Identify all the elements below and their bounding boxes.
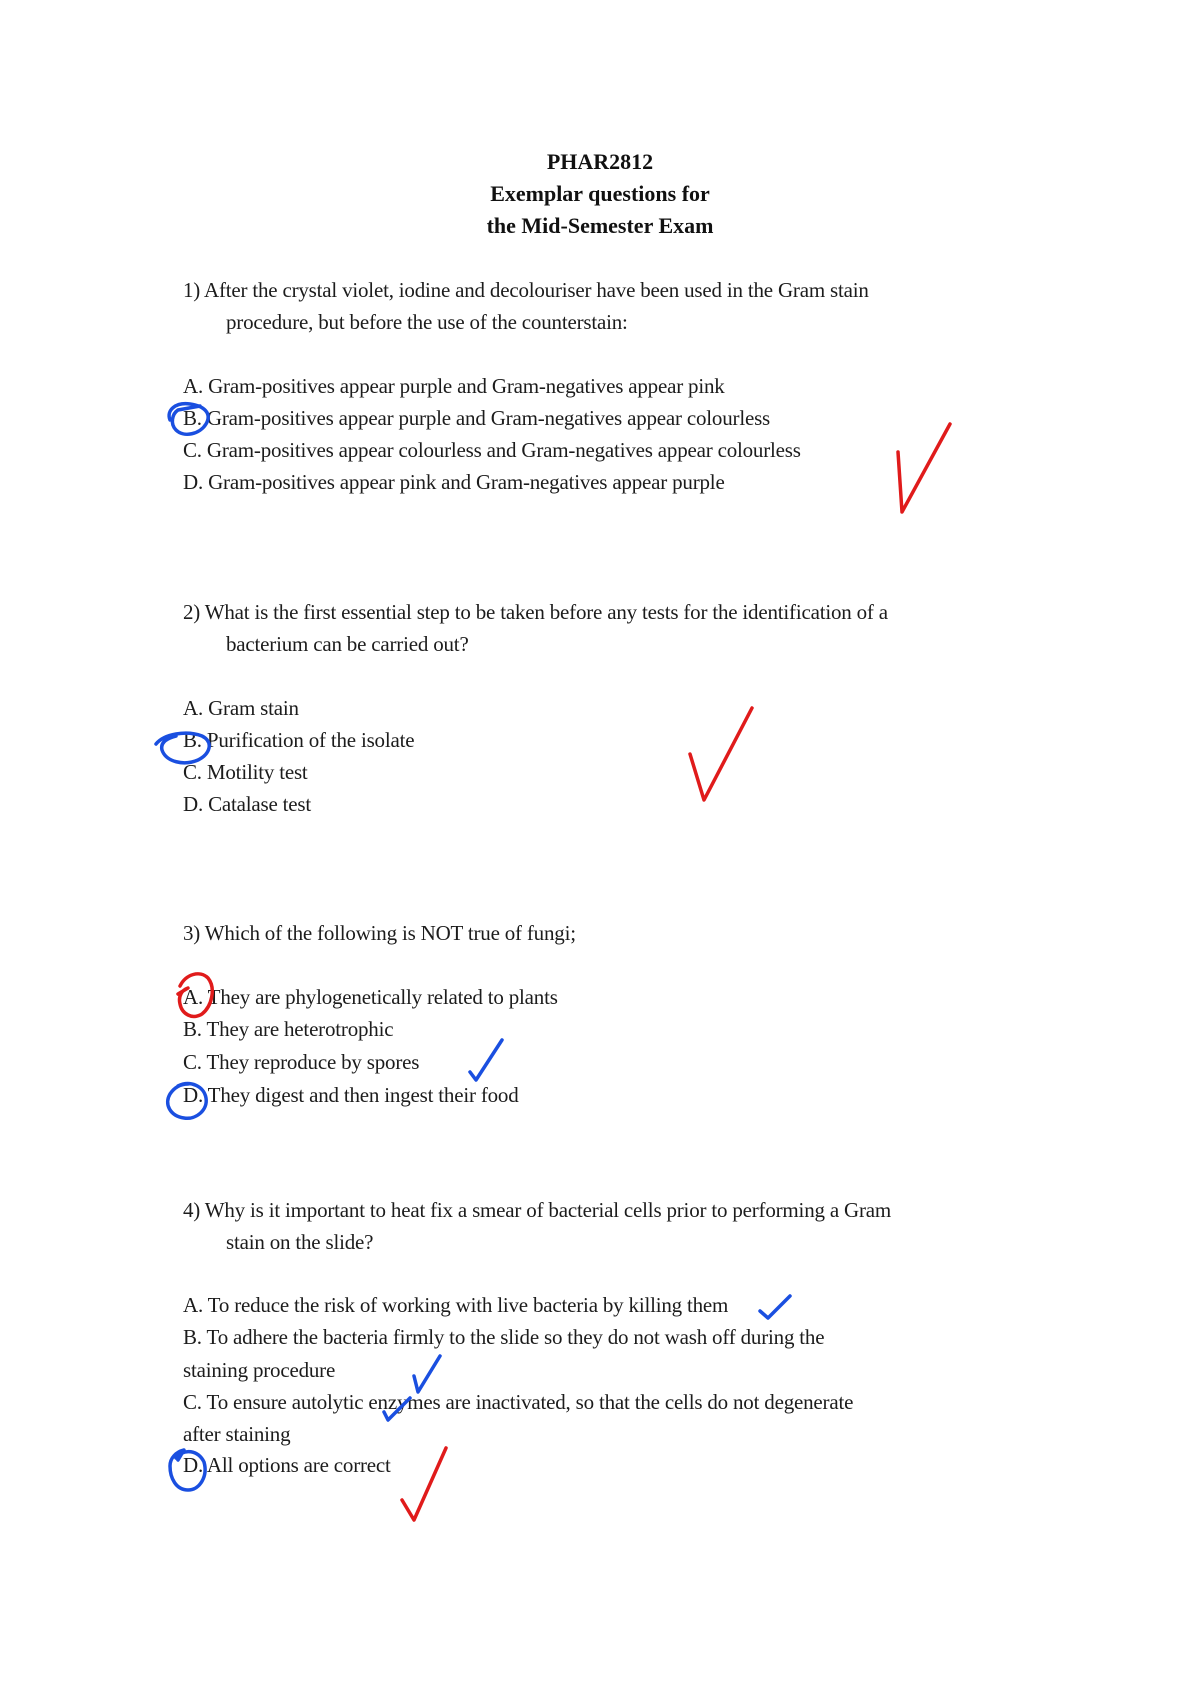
question-4-option-d: D. All options are correct <box>183 1453 391 1477</box>
red-checkmark-q4 <box>402 1448 446 1520</box>
question-2-option-d: D. Catalase test <box>183 792 312 816</box>
question-2-option-c: C. Motility test <box>183 760 308 784</box>
question-3-option-b: B. They are heterotrophic <box>183 1017 394 1041</box>
question-4-option-a: A. To reduce the risk of working with live bacteria by killing them <box>183 1293 729 1317</box>
question-4-text-cont: stain on the slide? <box>226 1230 374 1254</box>
question-4-option-c-cont: after staining <box>183 1422 291 1446</box>
question-2-text-cont: bacterium can be carried out? <box>226 632 469 656</box>
question-3-option-a: A. They are phylogenetically related to plants <box>183 985 558 1009</box>
question-1-text-cont: procedure, but before the use of the counterstain: <box>226 310 628 334</box>
title-line-2: the Mid-Semester Exam <box>486 213 714 238</box>
question-4-text: 4) Why is it important to heat fix a smear of bacterial cells prior to performing a Gram <box>183 1198 892 1222</box>
title-line-1: Exemplar questions for <box>490 181 710 206</box>
blue-checkmark-q4-b <box>414 1356 440 1392</box>
question-1-option-d: D. Gram-positives appear pink and Gram-negatives appear purple <box>183 470 725 494</box>
question-1-option-c: C. Gram-positives appear colourless and Gram-negatives appear colourless <box>183 438 801 462</box>
blue-checkmark-q3-c <box>470 1040 502 1080</box>
question-4-option-b-cont: staining procedure <box>183 1358 336 1382</box>
question-2-text: 2) What is the first essential step to be taken before any tests for the identification of a <box>183 600 888 624</box>
question-1-text: 1) After the crystal violet, iodine and decolouriser have been used in the Gram stain <box>183 278 869 302</box>
red-checkmark-q2 <box>690 708 752 800</box>
question-2-option-b: B. Purification of the isolate <box>183 728 415 752</box>
question-2-option-a: A. Gram stain <box>183 696 299 720</box>
question-1-option-a: A. Gram-positives appear purple and Gram-negatives appear pink <box>183 374 725 398</box>
course-code: PHAR2812 <box>546 149 654 174</box>
blue-checkmark-q4-a <box>760 1296 790 1318</box>
question-4-option-b: B. To adhere the bacteria firmly to the slide so they do not wash off during the <box>183 1325 825 1349</box>
question-1-option-b: B. Gram-positives appear purple and Gram-negatives appear colourless <box>183 406 771 430</box>
question-3-text: 3) Which of the following is NOT true of fungi; <box>183 921 576 945</box>
question-3-option-c: C. They reproduce by spores <box>183 1050 420 1074</box>
question-4-option-c: C. To ensure autolytic enzymes are inactivated, so that the cells do not degenerate <box>183 1390 854 1414</box>
question-3-option-d: D. They digest and then ingest their food <box>183 1083 519 1107</box>
red-checkmark-q1 <box>898 424 950 512</box>
